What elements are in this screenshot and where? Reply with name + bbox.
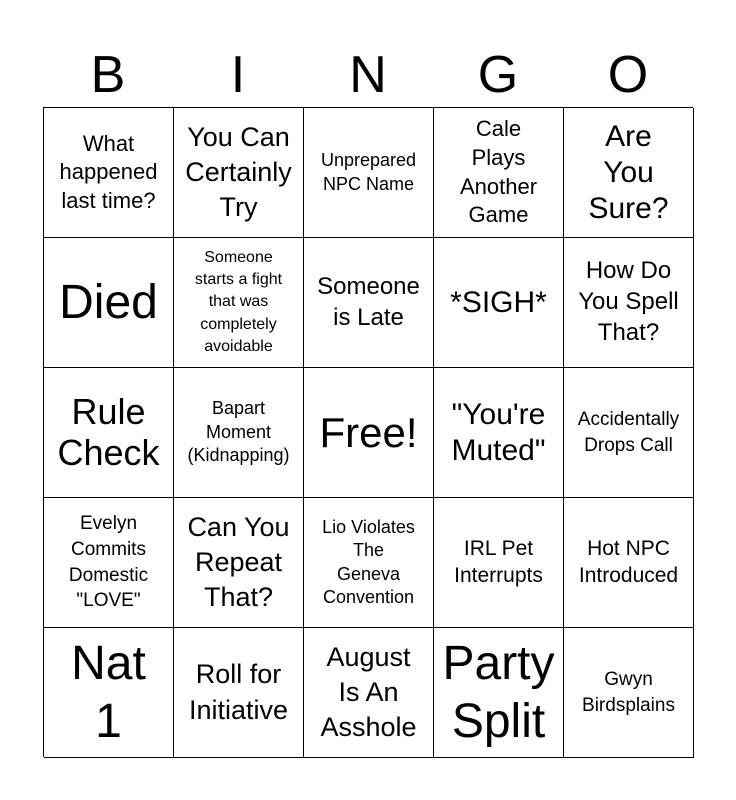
bingo-cell[interactable]: Lio Violates The Geneva Convention <box>304 498 434 628</box>
bingo-cell[interactable]: Cale Plays Another Game <box>434 108 564 238</box>
bingo-cell[interactable]: August Is An Asshole <box>304 628 434 758</box>
bingo-cell[interactable]: *SIGH* <box>434 238 564 368</box>
bingo-cell[interactable]: Are You Sure? <box>564 108 694 238</box>
bingo-cell[interactable]: Gwyn Birdsplains <box>564 628 694 758</box>
header-letter-i: I <box>230 46 246 104</box>
bingo-cell[interactable]: Roll for Initiative <box>174 628 304 758</box>
bingo-cell[interactable]: Bapart Moment (Kidnapping) <box>174 368 304 498</box>
bingo-cell[interactable]: You Can Certainly Try <box>174 108 304 238</box>
bingo-cell[interactable]: Someone starts a fight that was completely avoidable <box>174 238 304 368</box>
bingo-cell[interactable]: "You're Muted" <box>434 368 564 498</box>
bingo-cell[interactable]: Died <box>44 238 174 368</box>
bingo-cell[interactable]: Unprepared NPC Name <box>304 108 434 238</box>
bingo-cell[interactable]: Someone is Late <box>304 238 434 368</box>
bingo-cell[interactable]: Nat 1 <box>44 628 174 758</box>
header-letter-o: O <box>607 46 649 104</box>
free-space-cell[interactable]: Free! <box>304 368 434 498</box>
bingo-header <box>43 46 693 104</box>
header-letter-g: G <box>477 46 519 104</box>
bingo-cell[interactable]: What happened last time? <box>44 108 174 238</box>
bingo-board <box>43 107 693 757</box>
bingo-cell[interactable]: How Do You Spell That? <box>564 238 694 368</box>
header-letter-n: N <box>349 46 387 104</box>
bingo-cell[interactable]: Can You Repeat That? <box>174 498 304 628</box>
bingo-cell[interactable]: Party Split <box>434 628 564 758</box>
bingo-cell[interactable]: IRL Pet Interrupts <box>434 498 564 628</box>
bingo-cell[interactable]: Accidentally Drops Call <box>564 368 694 498</box>
header-letter-b: B <box>90 46 126 104</box>
bingo-cell[interactable]: Evelyn Commits Domestic "LOVE" <box>44 498 174 628</box>
bingo-cell[interactable]: Rule Check <box>44 368 174 498</box>
bingo-cell[interactable]: Hot NPC Introduced <box>564 498 694 628</box>
